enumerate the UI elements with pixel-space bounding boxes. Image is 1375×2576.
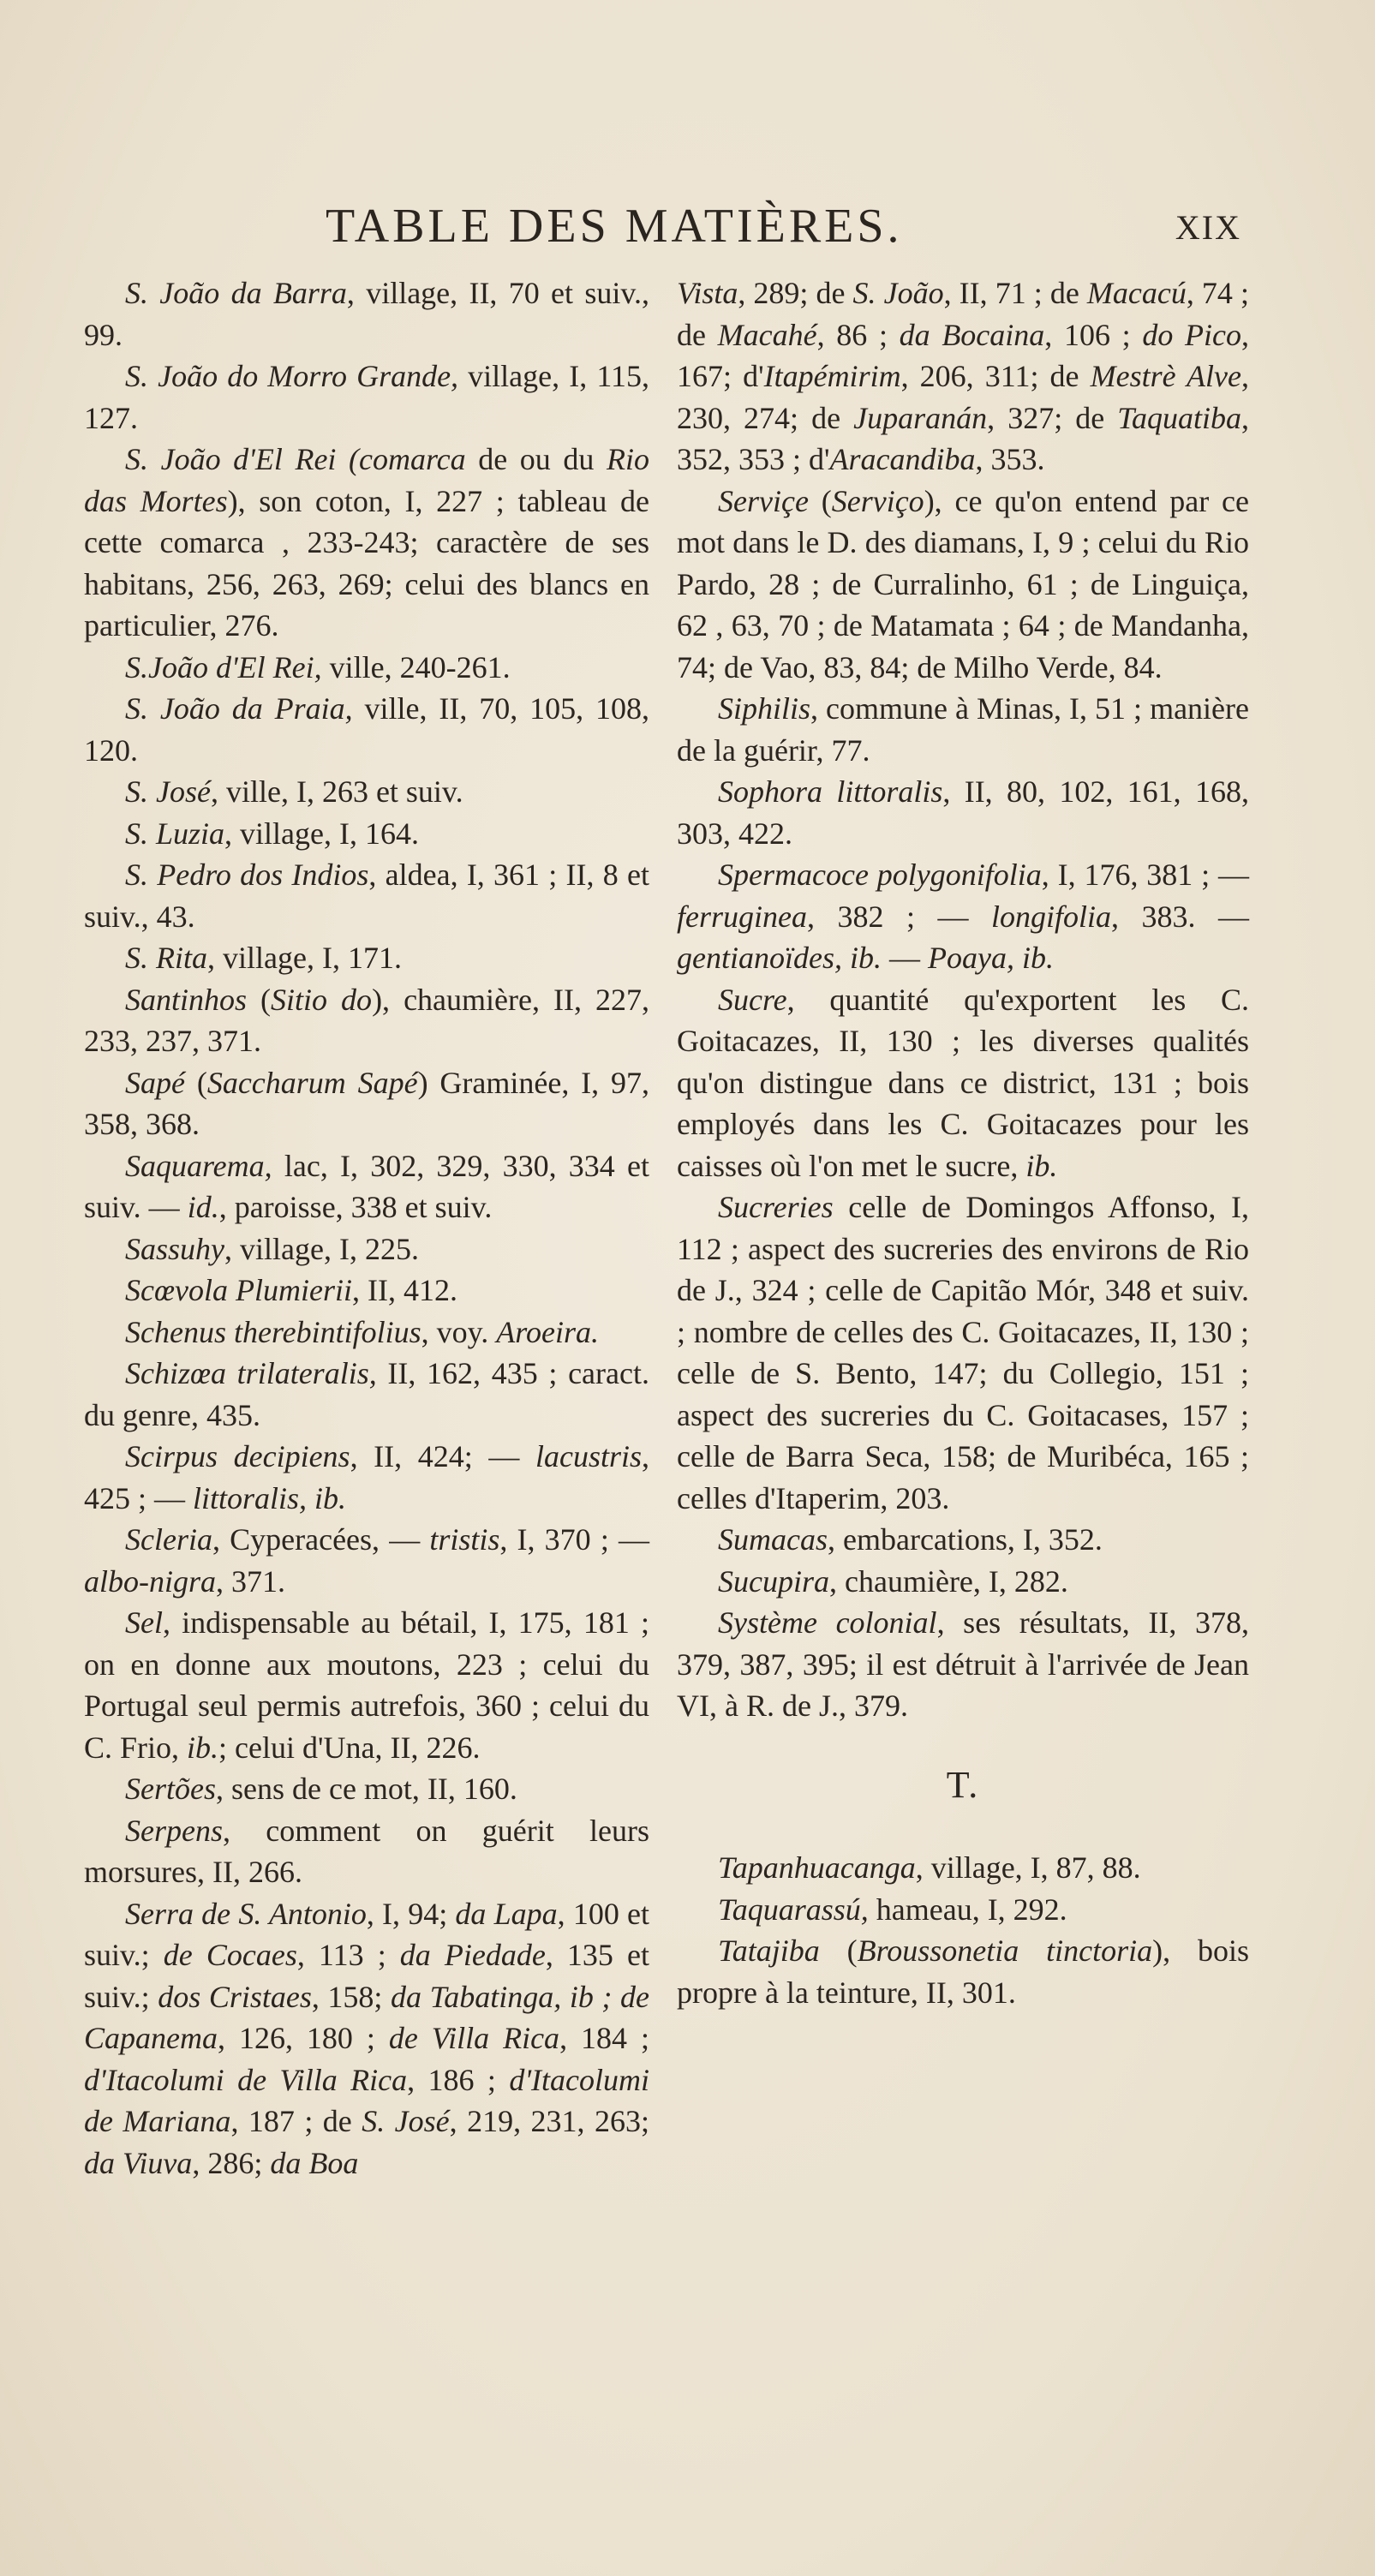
entry-text: , 113 ; <box>296 1938 400 1972</box>
entry-italic-text: do Pico <box>1142 317 1241 352</box>
entry-italic-text: Serviçe <box>718 483 809 518</box>
entry-text: , 289; de <box>738 276 853 310</box>
entry-text: ( <box>247 982 272 1017</box>
index-entry <box>84 979 649 1062</box>
entry-text: , 167; d' <box>677 317 1249 393</box>
entry-italic-text: Macacú <box>1086 276 1187 310</box>
index-entry <box>677 771 1249 854</box>
entry-text: , 425 ; — <box>84 1439 649 1515</box>
entry-text: , village, I, 87, 88. <box>915 1850 1141 1885</box>
entry-text: , II, 412. <box>351 1273 457 1307</box>
index-entry <box>677 272 1249 481</box>
entry-text: , ville, I, 263 et suiv. <box>210 774 463 809</box>
entry-italic-text: Taquarassú, <box>718 1892 869 1927</box>
entry-italic-text: Vista <box>677 276 738 310</box>
entry-italic-text: S. José <box>362 2104 450 2138</box>
entry-text: , 230, 274; de <box>677 359 1249 435</box>
index-entry <box>84 1270 649 1312</box>
entry-text: , II, 424; — <box>350 1439 535 1473</box>
left-column <box>84 272 649 2184</box>
index-entry <box>84 1519 649 1602</box>
entry-text: , comment on guérit leurs morsures, II, 266. <box>84 1813 649 1889</box>
entry-text: — <box>881 941 928 975</box>
entry-italic-text: da Lapa <box>455 1896 558 1931</box>
entry-text: , 135 et suiv.; <box>84 1938 650 2014</box>
index-entry <box>84 854 649 937</box>
entry-italic-text: id. <box>187 1190 219 1224</box>
entry-italic-text: albo-nigra <box>84 1563 217 1599</box>
entry-text: ), son coton, I, 227 ; tableau de cette comarca , 233-243; caractère de ses habitans, 256, 263, 269; celui des blancs en particulier, 276. <box>84 483 649 643</box>
entry-text: , 106 ; <box>1044 317 1143 352</box>
entry-text: , village, I, 164. <box>224 816 419 851</box>
entry-italic-text: Mestrè Alve <box>1090 359 1241 393</box>
entry-italic-text: S. Luzia <box>125 816 225 851</box>
entry-italic-text: Aroeira. <box>496 1314 599 1349</box>
entry-italic-text: Scleria <box>125 1522 212 1557</box>
entry-italic-text: S. João do Morro Grande, <box>125 359 459 393</box>
entry-text: , voy. <box>421 1314 497 1349</box>
entry-text: , chaumière, I, 282. <box>829 1563 1068 1599</box>
entry-italic-text: dos Cristaes <box>158 1979 312 2014</box>
section-letter-heading: T. <box>946 1763 980 1806</box>
entry-text: celle de Domingos Affonso, I, 112 ; aspect des sucreries des environs de Rio de J., 324 ; celle de Capitão Mór, 348 et suiv. ; nombre de celles des C. Goitacazes, II, 130 ; celle de S. Bento, 147; du Collegio, 151 ; aspect des sucreries du C. Goitacases, 157 ; celle de Barra Seca, 158; de Muribéca, 165 ; celles d'Itaperim, 203. <box>677 1190 1249 1515</box>
entry-italic-text: Taquatiba <box>1117 400 1242 435</box>
entry-italic-text: Schizœa trilateralis, <box>125 1356 377 1390</box>
entry-italic-text: Sucre <box>718 982 787 1017</box>
entry-italic-text: S. Pedro dos Indios <box>125 858 369 892</box>
entry-text: , village, II, 70 et suiv., 99. <box>84 276 649 352</box>
index-entry <box>84 1312 649 1354</box>
index-entry <box>677 979 1249 1187</box>
entry-text: ), bois propre à la teinture, II, 301. <box>677 1933 1249 2010</box>
index-entry <box>84 813 649 855</box>
entry-italic-text: Tapanhuacanga <box>718 1850 916 1885</box>
entry-text: II, 162, 435 ; caract. du genre, 435. <box>84 1356 649 1432</box>
entry-italic-text: Serviço <box>831 483 924 518</box>
entry-italic-text: ib. <box>187 1730 219 1765</box>
entry-text: , 382 ; — <box>806 899 991 934</box>
entry-italic-text: S. João d'El Rei (comarca <box>125 442 466 476</box>
index-entry <box>677 1889 1249 1931</box>
entry-italic-text: Sucreries <box>718 1190 834 1224</box>
entry-text: , 187 ; de <box>230 2104 362 2138</box>
entry-italic-text: Siphilis <box>718 691 811 726</box>
index-entry <box>84 1893 649 2185</box>
entry-text: ( <box>184 1065 207 1100</box>
entry-text: ( <box>819 1933 858 1968</box>
entry-text: , 74 ; de <box>677 276 1249 352</box>
entry-italic-text: Schenus therebintifolius <box>125 1314 421 1349</box>
entry-italic-text: S. Rita <box>125 941 207 975</box>
entry-italic-text: da Boa <box>270 2145 359 2180</box>
index-entry <box>84 1810 649 1893</box>
entry-text: , 158; <box>311 1979 391 2014</box>
entry-italic-text: S. João da Praia, <box>125 691 353 726</box>
index-entry <box>677 1519 1249 1561</box>
index-entry <box>677 1602 1249 1727</box>
index-entry <box>84 688 649 771</box>
entry-italic-text: Sumacas <box>718 1522 828 1557</box>
entry-italic-text: da Tabatinga, ib ; de Capanema <box>84 1979 649 2055</box>
entry-italic-text: Scirpus decipiens <box>125 1439 350 1473</box>
entry-italic-text: S.João d'El Rei, <box>125 649 322 684</box>
entry-italic-text: S. José <box>125 774 211 809</box>
entry-text: , Cyperacées, — <box>212 1522 430 1557</box>
index-entry <box>84 647 649 689</box>
entry-text: , 219, 231, 263; <box>449 2104 649 2138</box>
entry-italic-text: de Villa Rica <box>388 2021 560 2055</box>
entry-italic-text: Juparanán <box>853 400 988 435</box>
entry-italic-text: lacustris <box>535 1439 642 1473</box>
entry-italic-text: Sapé <box>125 1065 185 1100</box>
index-entry <box>84 771 649 813</box>
page-title: TABLE DES MATIÈRES. <box>326 200 903 253</box>
entry-text: village, I, 115, 127. <box>84 359 649 435</box>
entry-italic-text: Serpens <box>125 1813 223 1848</box>
entry-text: , 184 ; <box>559 2021 649 2055</box>
entry-text: , commune à Minas, I, 51 ; manière de la guérir, 77. <box>677 691 1249 768</box>
entry-text: ) Graminée, I, 97, 358, 368. <box>84 1065 649 1141</box>
entry-text: , ses résultats, II, 378, 379, 387, 395; il est détruit à l'arrivée de Jean VI, à R. de J., 379. <box>677 1605 1249 1723</box>
entry-italic-text: Itapémirim <box>763 359 901 393</box>
entry-text: , I, 94; <box>366 1896 456 1931</box>
entry-text: ( <box>808 483 832 518</box>
entry-text: , 186 ; <box>407 2062 510 2097</box>
index-entry <box>677 1847 1249 1889</box>
entry-text: , 327; de <box>987 400 1118 435</box>
entry-italic-text: ferruginea <box>677 899 807 934</box>
index-entry <box>84 1145 649 1228</box>
entry-text: , 383. — <box>1111 899 1249 934</box>
entry-italic-text: Sucupira <box>718 1563 829 1599</box>
entry-text: , 100 et suiv.; <box>84 1896 649 1972</box>
entry-italic-text: da Piedade <box>399 1938 546 1972</box>
entry-italic-text: Santinhos <box>125 982 248 1017</box>
entry-italic-text: d'Itacolumi de Mariana <box>84 2062 649 2138</box>
entry-italic-text: d'Itacolumi de Villa Rica <box>84 2062 408 2097</box>
entry-text: lac, I, 302, 329, 330, 334 et suiv. — <box>84 1148 649 1224</box>
entry-text: , 126, 180 ; <box>218 2021 389 2055</box>
index-entry <box>84 1768 649 1810</box>
entry-italic-text: Scœvola Plumierii <box>125 1273 352 1307</box>
entry-italic-text: S. João da Barra <box>125 276 347 310</box>
index-entry <box>677 1561 1249 1603</box>
entry-italic-text: Sassuhy <box>125 1231 224 1266</box>
running-head <box>0 199 1375 259</box>
entry-text: de ou du <box>465 442 607 476</box>
entry-italic-text: Saccharum Sapé <box>206 1065 418 1100</box>
entry-italic-text: de Cocaes <box>163 1938 297 1972</box>
entry-italic-text: Sel <box>125 1605 163 1640</box>
entry-text: , I, 370 ; — <box>499 1522 649 1557</box>
entry-italic-text: Macahé <box>717 317 817 352</box>
page-number: XIX <box>1175 208 1241 247</box>
entry-italic-text: tristis <box>429 1522 500 1557</box>
entry-text: ), ce qu'on entend par ce mot dans le D. des diamans, I, 9 ; celui du Rio Pardo, 28 ; de Curralinho, 61 ; de Linguiça, 62 , 63, 70 ; de Matamata ; 64 ; de Mandanha, 74; de Vao, 83, 84; de Milho Verde, 84. <box>677 483 1249 684</box>
entry-italic-text: Broussonetia tinctoria <box>857 1933 1153 1968</box>
entry-italic-text: Sophora littoralis <box>718 774 943 809</box>
entry-text: hameau, I, 292. <box>868 1892 1067 1927</box>
entry-italic-text: Spermacoce polygonifolia <box>718 858 1042 892</box>
index-entry <box>677 1186 1249 1519</box>
entry-text: ; celui d'Una, II, 226. <box>218 1730 481 1765</box>
index-entry <box>677 688 1249 771</box>
index-entry <box>84 1353 649 1436</box>
entry-text: ville, 240-261. <box>321 649 511 684</box>
entry-text: , 371. <box>216 1563 286 1599</box>
entry-text: , 352, 353 ; d' <box>677 400 1250 476</box>
index-entry <box>677 854 1249 979</box>
index-entry <box>677 481 1249 689</box>
entry-text: , 206, 311; de <box>900 359 1091 393</box>
entry-italic-text: Saquarema, <box>125 1148 272 1183</box>
index-entry <box>677 1930 1249 2013</box>
entry-text: , II, 71 ; de <box>943 276 1087 310</box>
entry-text: , sens de ce mot, II, 160. <box>215 1772 517 1806</box>
entry-text: , village, I, 171. <box>207 941 402 975</box>
entry-italic-text: Serra de S. Antonio <box>125 1896 367 1931</box>
entry-text: , 353. <box>975 442 1045 476</box>
entry-text: , II, 80, 102, 161, 168, 303, 422. <box>677 774 1249 851</box>
entry-italic-text: Sertões <box>125 1772 216 1806</box>
index-entry <box>84 1062 649 1145</box>
entry-text: , 286; <box>192 2145 271 2180</box>
entry-text: , aldea, I, 361 ; II, 8 et suiv., 43. <box>84 858 649 934</box>
entry-italic-text: Sitio do <box>271 982 373 1017</box>
entry-italic-text: Poaya, ib. <box>927 941 1054 975</box>
entry-text: , paroisse, 338 et suiv. <box>218 1190 493 1224</box>
entry-italic-text: Tatajiba <box>718 1933 820 1968</box>
entry-italic-text: littoralis, ib. <box>193 1480 347 1515</box>
entry-italic-text: Rio das Mortes <box>84 442 649 518</box>
entry-italic-text: da Viuva <box>84 2145 193 2180</box>
index-entry <box>84 1602 649 1768</box>
entry-text: ville, II, 70, 105, 108, 120. <box>84 691 649 768</box>
entry-italic-text: da Bocaina <box>899 317 1045 352</box>
entry-italic-text: Système colonial <box>718 1605 937 1640</box>
index-entry <box>84 356 649 439</box>
entry-text: ), chaumière, II, 227, 233, 237, 371. <box>84 982 649 1058</box>
index-entry <box>84 1228 649 1270</box>
index-entry <box>84 937 649 979</box>
entry-text: , I, 176, 381 ; — <box>1041 858 1249 892</box>
entry-italic-text: gentianoïdes, ib. <box>677 941 882 975</box>
entry-italic-text: S. João <box>852 276 944 310</box>
entry-italic-text: Aracandiba <box>829 442 976 476</box>
index-entry <box>84 439 649 647</box>
entry-text: , embarcations, I, 352. <box>828 1522 1103 1557</box>
entry-italic-text: ib. <box>1025 1148 1058 1183</box>
entry-text: , quantité qu'exportent les C. Goitacazes, II, 130 ; les diverses qualités qu'on distingue dans ce district, 131 ; bois employés dans les C. Goitacazes pour les caisses où l'on met le sucre, <box>677 982 1249 1183</box>
entry-text: , village, I, 225. <box>224 1231 419 1266</box>
entry-text: , indispensable au bétail, I, 175, 181 ; on en donne aux moutons, 223 ; celui du Portugal seul permis autrefois, 360 ; celui du C. Frio, <box>84 1605 649 1765</box>
index-entry <box>84 1436 649 1519</box>
entry-text: , 86 ; <box>816 317 900 352</box>
index-entry <box>84 272 649 356</box>
right-column <box>677 272 1249 2013</box>
entry-italic-text: longifolia <box>990 899 1111 934</box>
